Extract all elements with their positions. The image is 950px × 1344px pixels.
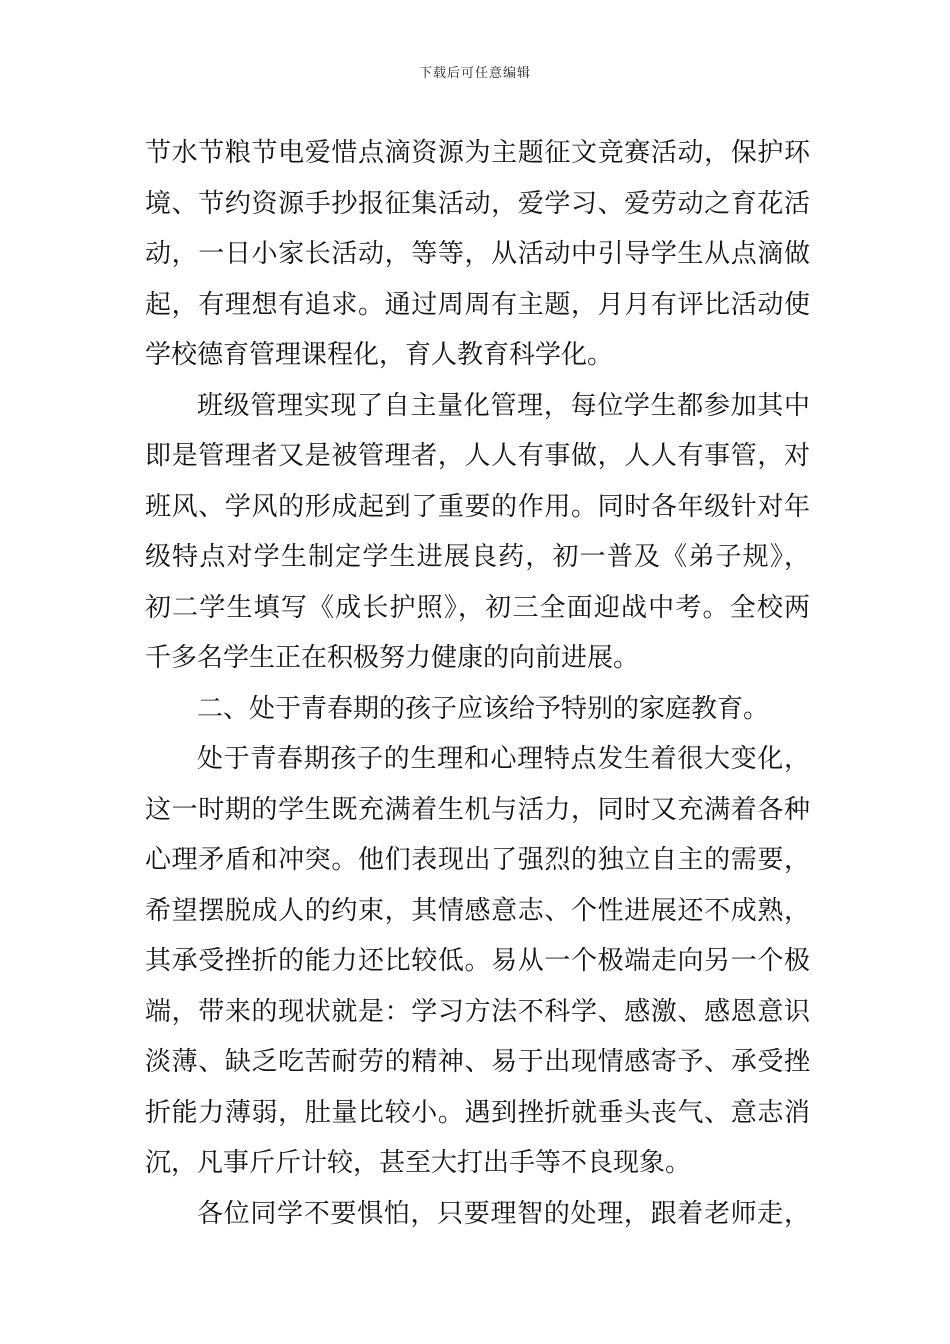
text-line: 淡薄、缺乏吃苦耐劳的精神、易于出现情感寄予、承受挫 <box>145 1047 810 1077</box>
paragraph-start-line: 各位同学不要惧怕，只要理智的处理，跟着老师走， <box>197 1198 810 1229</box>
text-line: 境、节约资源手抄报征集活动，爱学习、爱劳动之育花活 <box>145 188 810 219</box>
text-line: 这一时期的学生既充满着生机与活力，同时又充满着各种 <box>145 794 810 825</box>
text-line: 沉，凡事斤斤计较，甚至大打出手等不良现象。 <box>145 1148 692 1178</box>
text-line: 其承受挫折的能力还比较低。易从一个极端走向另一个极 <box>145 946 810 976</box>
text-line: 学校德育管理课程化，育人教育科学化。 <box>145 340 614 370</box>
section-heading: 二、处于青春期的孩子应该给予特别的家庭教育。 <box>197 693 770 724</box>
text-line: 端，带来的现状就是：学习方法不科学、感激、感恩意识 <box>145 996 810 1027</box>
body-text <box>145 128 810 1239</box>
text-line: 班风、学风的形成起到了重要的作用。同时各年级针对年 <box>145 491 810 522</box>
paragraph-start-line: 班级管理实现了自主量化管理，每位学生都参加其中 <box>197 390 810 421</box>
text-line: 即是管理者又是被管理者，人人有事做，人人有事管，对 <box>145 441 810 471</box>
text-line: 级特点对学生制定学生进展良药，初一普及《弟子规》， <box>145 542 810 572</box>
text-line: 折能力薄弱，肚量比较小。遇到挫折就垂头丧气、意志消 <box>145 1097 810 1128</box>
paragraph-start-line: 处于青春期孩子的生理和心理特点发生着很大变化， <box>197 744 810 774</box>
text-line: 节水节粮节电爱惜点滴资源为主题征文竞赛活动，保护环 <box>145 138 810 168</box>
text-line: 初二学生填写《成长护照》，初三全面迎战中考。全校两 <box>145 592 810 623</box>
text-line: 千多名学生正在积极努力健康的向前进展。 <box>145 643 640 673</box>
text-line: 动，一日小家长活动，等等，从活动中引导学生从点滴做 <box>145 239 810 269</box>
text-line: 起，有理想有追求。通过周周有主题，月月有评比活动使 <box>145 289 810 320</box>
text-line: 心理矛盾和冲突。他们表现出了强烈的独立自主的需要， <box>145 845 810 875</box>
text-line: 希望摆脱成人的约束，其情感意志、个性进展还不成熟， <box>145 895 810 926</box>
page-header: 下载后可任意编辑 <box>418 66 531 81</box>
